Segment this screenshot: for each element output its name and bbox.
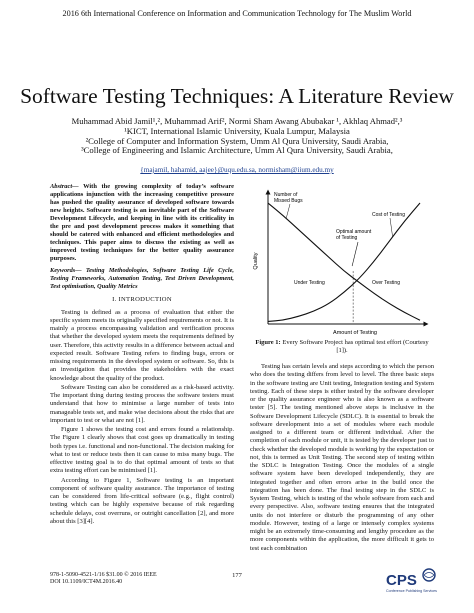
annotation-cost-of-testing: Cost of Testing	[372, 212, 405, 218]
annotation-missed-bugs-line1: Number of	[274, 192, 298, 198]
cps-logo-text: CPS	[386, 572, 417, 589]
intro-paragraph-3: Figure 1 shows the testing cost and errors found a relationship. The Figure 1 clearly shows that cost goes up dramatically in testing both types i.e. functional and non-functional. The decision making for what to test or reduce tests then it can cause to miss many bugs. The effective testing goal is to do that optimal amount of tests so that extra testing effort can be minimised [1].	[50, 426, 234, 475]
abstract-label: Abstract—	[50, 183, 79, 190]
affiliation-3: ³College of Engineering and Islamic Architecture, Umm Al Qura University, Saudi Arabia,	[81, 145, 393, 156]
annotation-optimal-line2: of Testing	[336, 235, 358, 241]
page-number: 177	[232, 572, 242, 579]
cps-logo-subtext: Conference Publishing Services	[386, 589, 437, 593]
author-emails	[0, 166, 474, 174]
paper-title: Software Testing Techniques: A Literature Review	[20, 84, 454, 108]
email-link[interactable]: {majamil, hahamid, aajee}@uqu.edu.sa, normisham@iium.edu.my	[140, 166, 334, 174]
chart-x-label: Amount of Testing	[333, 330, 377, 336]
section-heading-introduction: I. INTRODUCTION	[112, 296, 172, 304]
annotation-over-testing: Over Testing	[372, 280, 400, 286]
keywords-label: Keywords—	[50, 267, 82, 274]
intro-paragraph-1: Testing is defined as a process of evaluation that either the specific system meets its originally specified requirements or not. It is mainly a process encompassing validation and verification process that whether the developed system meets the requirements defined by user. Therefore, this activity results in a difference between actual and expected result. Software Testing refers to finding bugs, errors or missing requirements in the developed system or software. So, this is an investigation that provides the stakeholders with the exact knowledge about the quality of the product.	[50, 308, 234, 382]
author-line: Muhammad Abid Jamil¹,², Muhammad Arif², Normi Sham Awang Abubakar ¹, Akhlaq Ahmad²,³	[71, 116, 403, 126]
intro-paragraph-2: Software Testing can also be considered as a risk-based activity. The important thing during testing process the software testers must understand that how to minimise a large number of tests into manageable tests set, and make wise decisions about the risks that are important to test or what are not [1].	[50, 383, 234, 424]
annotation-under-testing: Under Testing	[294, 280, 325, 286]
figure-caption-label: Figure 1:	[255, 339, 281, 346]
intro-paragraph-4: According to Figure 1, Software testing is an important component of software quality assurance. The importance of testing can be considered from life-critical software (e.g., flight control) testing which can be highly expensive because of risk regarding schedule delays, cost overruns, or outright cancellation [2], and more about this [3][4].	[50, 476, 234, 525]
author-block	[0, 117, 474, 156]
right-paragraph-1: Testing has certain levels and steps according to which the person who does the testing differs from level to level. The three basic steps in the software testing are Unit testing, Integration testing and System testing. Each of these steps is either tested by the software developer or the quality assurance engineer who is also known as a software tester [5]. The testing mentioned above steps is inclusive in the Software Development Lifecycle (SDLC). It is essential to break the software development into a set of modules where each module assigned to a different team or different individual. After the completion of each module or unit, it is tested by the developer just to check whether the developed module is working by the expectation or not, this is termed as Unit Testing. The second step of testing within the SDLC is Integration Testing. Once the modules of a single software system have been developed independently, they are integrated together and often errors arise in the build once the integration has been done. The final testing step in the SDLC is System Testing, which is testing of the whole software from each and every perspective. Also, software testing ensures that the integrated units do not interfere or disturb the programming of any other module. However, testing of a large or intensely complex systems might be an extremely time-consuming and lengthy procedure as the more components within the application, the more difficult it gets to test each combination	[250, 363, 434, 552]
figure-1-chart	[250, 186, 432, 338]
abstract-text: With the growing complexity of today’s software applications injunction with the increasing competitive pressure has pushed the quality assurance of developed software towards new heights. Software testing is an inevitable part of the Software Development Lifecycle, and keeping in line with its criticality in the pre and post development process makes it something that should be catered with enhanced and efficient methodologies and techniques. This paper aims to discuss the existing as well as improved testing techniques for the better quality assurance purposes.	[50, 183, 234, 262]
chart-y-label: Quality	[253, 252, 259, 270]
affiliation-1: ¹KICT, International Islamic University, Kuala Lumpur, Malaysia	[124, 125, 350, 136]
abstract	[50, 183, 234, 263]
annotation-optimal-line1: Optimal amount	[336, 229, 372, 235]
footer-doi: DOI 10.1109/ICT4M.2016.40	[50, 579, 123, 586]
cps-logo-svg	[384, 566, 438, 596]
annotation-missed-bugs-line2: Missed Bugs	[274, 198, 303, 204]
chart-optimal-pointer	[352, 242, 358, 266]
figure-caption	[250, 339, 434, 355]
chart-svg	[250, 186, 432, 338]
cps-logo	[384, 566, 438, 596]
left-column	[50, 183, 234, 527]
cps-logo-globe-icon	[423, 569, 435, 581]
conference-header: 2016 6th International Conference on Information and Communication Technology for The Muslim World	[62, 9, 412, 18]
figure-caption-text: Every Software Project has optimal test effort (Courtesy [1]).	[280, 339, 429, 354]
right-column-text	[250, 363, 434, 554]
keywords-text: Testing Methodologies, Software Testing Life Cycle, Testing Frameworks, Automation Testing, Test Driven Development, Test optimisation, Quality Metrics	[50, 267, 234, 290]
footer-isbn: 978-1-5090-4521-1/16 $31.00 © 2016 IEEE	[50, 572, 157, 578]
chart-missed-bugs-pointer	[286, 204, 290, 218]
keywords	[50, 267, 234, 290]
affiliation-2: ²College of Computer and Information System, Umm Al Qura University, Saudi Arabia,	[85, 135, 389, 146]
chart-cost-pointer	[390, 218, 393, 237]
chart-series-line-2	[268, 203, 420, 321]
chart-series-line-1	[268, 203, 420, 320]
